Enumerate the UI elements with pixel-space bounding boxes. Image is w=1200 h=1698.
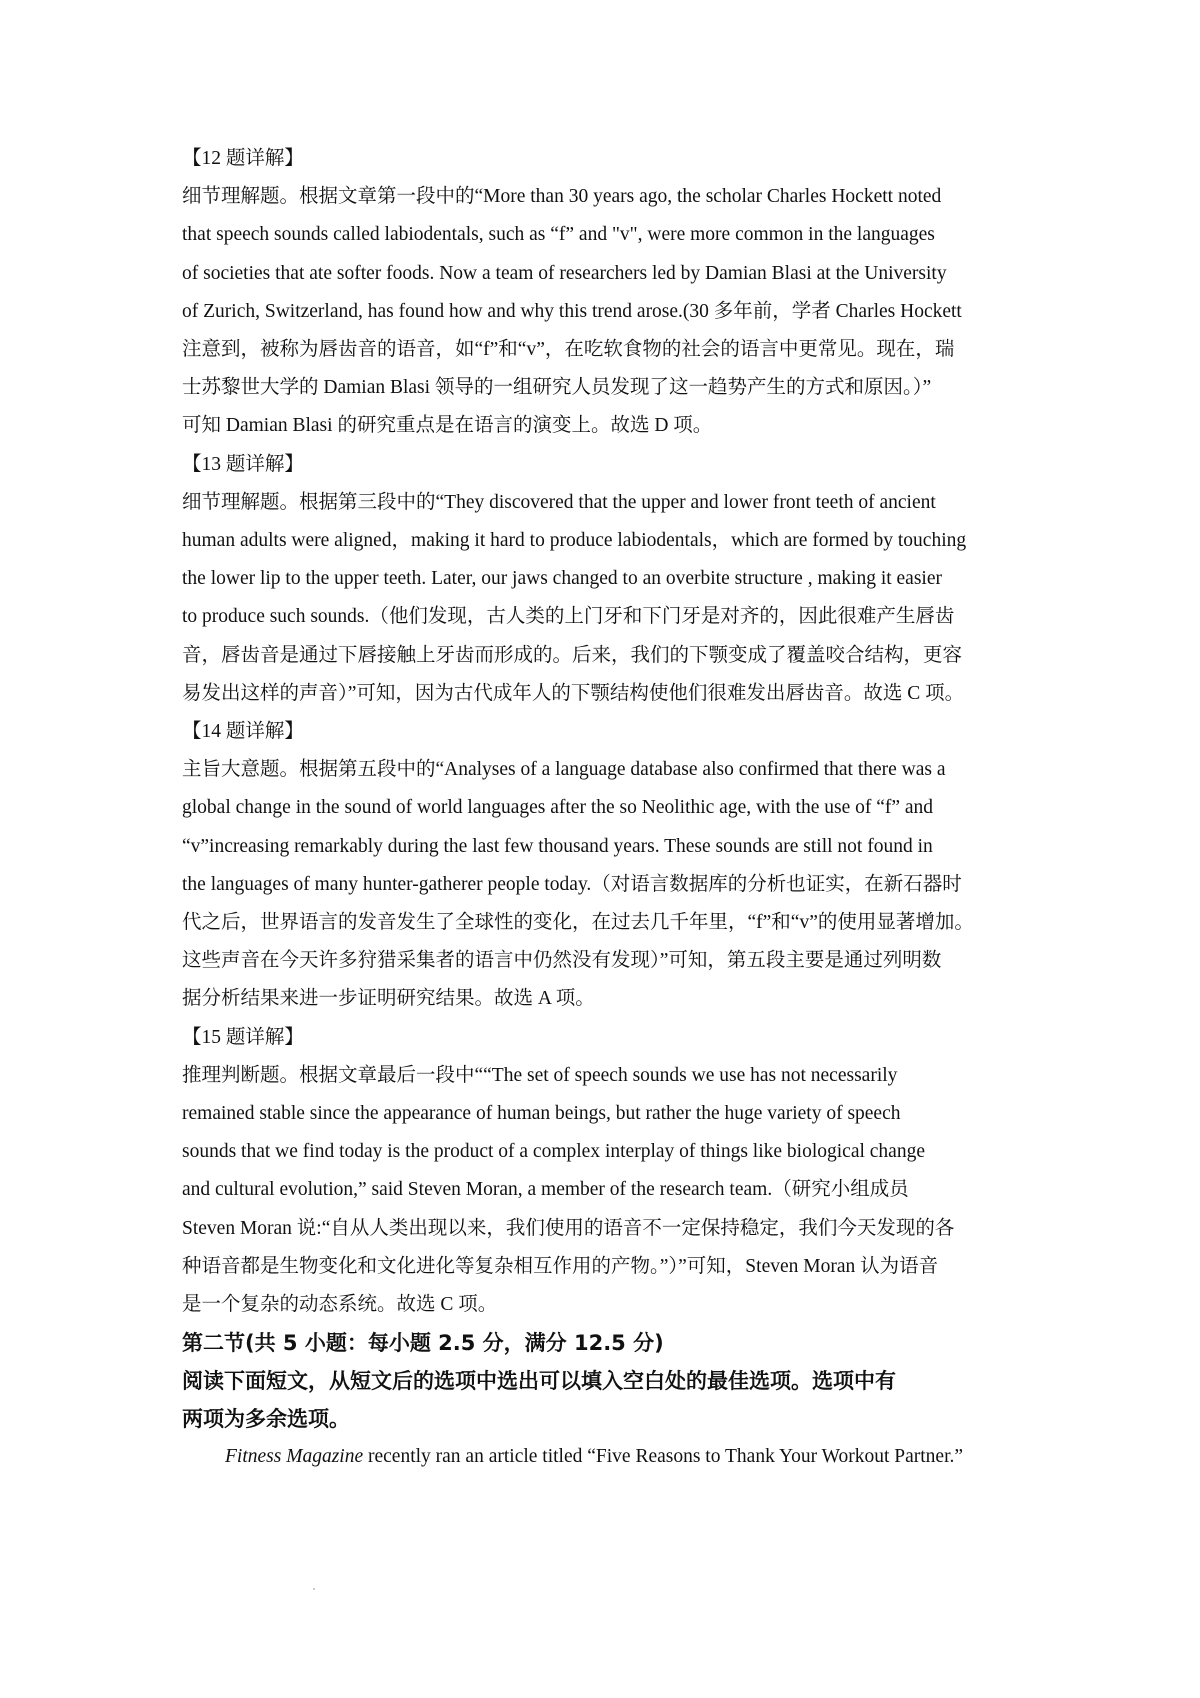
- text-line: that speech sounds called labiodentals, such as “f” and "v", were more common in the languages: [182, 224, 935, 246]
- text-line: global change in the sound of world languages after the so Neolithic age, with the use of “f” and: [182, 797, 934, 819]
- text-line: 细节理解题。根据文章第一段中的“More than 30 years ago, the scholar Charles Hockett noted: [182, 186, 942, 208]
- text-line: sounds that we find today is the product of a complex interplay of things like biological change: [182, 1141, 925, 1163]
- section-heading-14: 【14 题详解】: [182, 721, 304, 743]
- text-line: of Zurich, Switzerland, has found how and why this trend arose.(30 多年前，学者 Charles Hockett: [182, 300, 962, 322]
- text-line: 推理判断题。根据文章最后一段中““The set of speech sounds we use has not necessarily: [182, 1064, 898, 1086]
- text-line: 细节理解题。根据第三段中的“They discovered that the upper and lower front teeth of ancient: [182, 491, 936, 513]
- scan-speck: [313, 1588, 315, 1590]
- part-two-instruction: 阅读下面短文，从短文后的选项中选出可以填入空白处的最佳选项。选项中有: [182, 1369, 896, 1394]
- text-line: 代之后，世界语言的发音发生了全球性的变化，在过去几千年里，“f”和“v”的使用显著增加。: [182, 912, 974, 934]
- text-line: and cultural evolution,” said Steven Moran, a member of the research team.（研究小组成员: [182, 1179, 909, 1201]
- text-line: 士苏黎世大学的 Damian Blasi 领导的一组研究人员发现了这一趋势产生的方式和原因。）”: [182, 377, 932, 399]
- text-line: 音，唇齿音是通过下唇接触上牙齿而形成的。后来，我们的下颚变成了覆盖咬合结构，更容: [182, 644, 963, 666]
- text-line: “v”increasing remarkably during the last few thousand years. These sounds are still not found in: [182, 835, 933, 857]
- text-line: 据分析结果来进一步证明研究结果。故选 A 项。: [182, 988, 595, 1010]
- text-line: 注意到，被称为唇齿音的语音，如“f”和“v”，在吃软食物的社会的语言中更常见。现在，瑞: [182, 339, 955, 361]
- text-line: 是一个复杂的动态系统。故选 C 项。: [182, 1294, 498, 1316]
- passage-text: recently ran an article titled “Five Reasons to Thank Your Workout Partner.”: [363, 1446, 964, 1468]
- text-line: the lower lip to the upper teeth. Later, our jaws changed to an overbite structure , making it easier: [182, 568, 942, 590]
- text-line: 易发出这样的声音）”可知，因为古代成年人的下颚结构使他们很难发出唇齿音。故选 C 项。: [182, 682, 965, 704]
- text-line: remained stable since the appearance of human beings, but rather the huge variety of speech: [182, 1103, 901, 1125]
- passage-first-line: [182, 1438, 1032, 1476]
- section-heading-13: 【13 题详解】: [182, 453, 304, 475]
- text-line: Steven Moran 说:“自从人类出现以来，我们使用的语音不一定保持稳定，我们今天发现的各: [182, 1217, 955, 1239]
- text-line: the languages of many hunter-gatherer people today.（对语言数据库的分析也证实，在新石器时: [182, 873, 962, 895]
- part-two-title: 第二节(共 5 小题：每小题 2.5 分，满分 12.5 分): [182, 1331, 664, 1356]
- text-line: 这些声音在今天许多狩猎采集者的语言中仍然没有发现）”可知，第五段主要是通过列明数: [182, 950, 942, 972]
- part-two-instruction-cont: 两项为多余选项。: [182, 1407, 350, 1432]
- text-line: human adults were aligned，making it hard to produce labiodentals，which are formed by touching: [182, 530, 967, 552]
- text-line: 种语音都是生物变化和文化进化等复杂相互作用的产物。”）”可知，Steven Moran 认为语音: [182, 1255, 939, 1277]
- text-line: to produce such sounds.（他们发现，古人类的上门牙和下门牙是对齐的，因此很难产生唇齿: [182, 606, 955, 628]
- magazine-title: Fitness Magazine: [225, 1446, 364, 1468]
- text-line: of societies that ate softer foods. Now a team of researchers led by Damian Blasi at the University: [182, 262, 947, 284]
- document-content: [182, 140, 1032, 1477]
- text-line: 主旨大意题。根据第五段中的“Analyses of a language database also confirmed that there was a: [182, 759, 946, 781]
- section-heading-12: 【12 题详解】: [182, 148, 304, 169]
- section-heading-15: 【15 题详解】: [182, 1026, 304, 1048]
- text-line: 可知 Damian Blasi 的研究重点是在语言的演变上。故选 D 项。: [182, 415, 713, 437]
